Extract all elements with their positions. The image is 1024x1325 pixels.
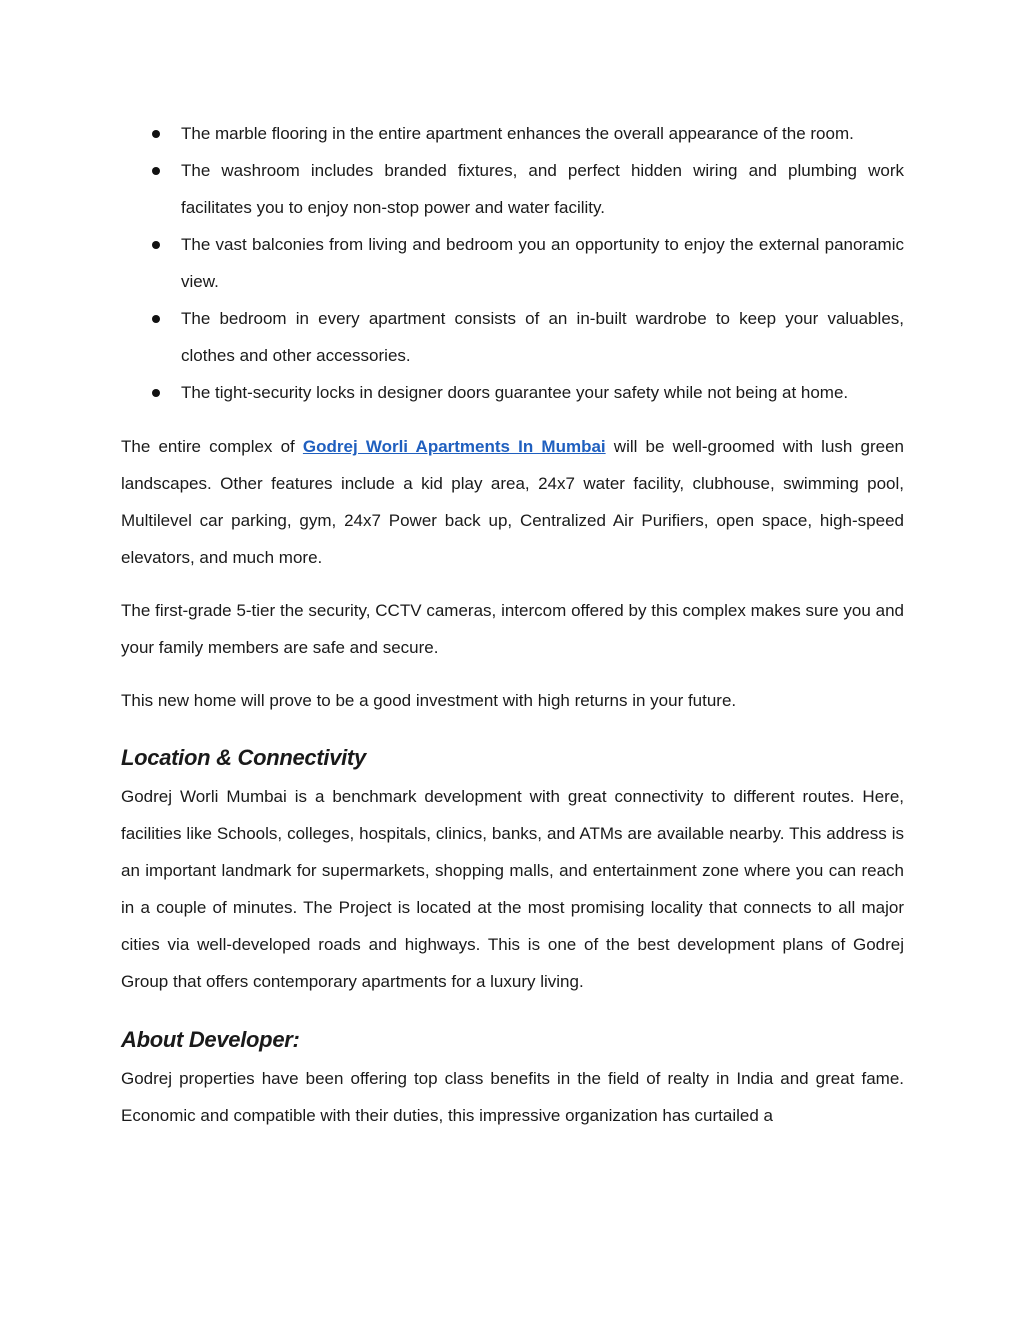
security-paragraph: The first-grade 5-tier the security, CCTV cameras, intercom offered by this complex makes sure you and your family members are safe and secure. (121, 601, 904, 657)
bullet-item-wardrobe (121, 300, 904, 374)
bullet-dot-icon (152, 130, 160, 138)
complex-paragraph (121, 428, 904, 576)
godrej-worli-link[interactable]: Godrej Worli Apartments In Mumbai (302, 437, 606, 456)
complex-paragraph-lead: The entire complex of (121, 437, 303, 456)
bullet-item-washroom (121, 152, 904, 226)
bullet-text: The marble flooring in the entire apartment enhances the overall appearance of the room. (181, 124, 854, 143)
bullet-text: The bedroom in every apartment consists of an in-built wardrobe to keep your valuables, clothes and other accessories. (181, 309, 904, 365)
location-paragraph: Godrej Worli Mumbai is a benchmark development with great connectivity to different routes. Here, facilities like Schools, colleges, hospitals, clinics, banks, and ATMs are available nearby. This address is an important landmark for supermarkets, shopping malls, and entertainment zone where you can reach in a couple of minutes. The Project is located at the most promising locality that connects to all major cities via well-developed roads and highways. This is one of the best development plans of Godrej Group that offers contemporary apartments for a luxury living. (121, 787, 904, 991)
bullet-item-marble-flooring (121, 115, 904, 152)
location-heading: Location & Connectivity (121, 745, 366, 770)
bullet-text: The tight-security locks in designer doors guarantee your safety while not being at home. (181, 383, 849, 402)
investment-paragraph: This new home will prove to be a good investment with high returns in your future. (121, 691, 737, 710)
bullet-dot-icon (152, 389, 160, 397)
bullet-dot-icon (152, 315, 160, 323)
developer-paragraph: Godrej properties have been offering top class benefits in the field of realty in India and great fame. Economic and compatible with their duties, this impressive organization has curtailed a (121, 1069, 904, 1125)
bullet-text: The washroom includes branded fixtures, and perfect hidden wiring and plumbing work facilitates you to enjoy non-stop power and water facility. (181, 161, 904, 217)
bullet-dot-icon (152, 167, 160, 175)
bullet-item-balconies (121, 226, 904, 300)
complex-paragraph-rest: will be well-groomed with lush green landscapes. Other features include a kid play area, 24x7 water facility, clubhouse, swimming pool, Multilevel car parking, gym, 24x7 Power back up, Centralized Air Purifiers, open space, high-speed elevators, and much more. (121, 437, 904, 567)
document-content (121, 115, 904, 1134)
bullet-text: The vast balconies from living and bedroom you an opportunity to enjoy the external panoramic view. (181, 235, 904, 291)
bullet-item-security-locks (121, 374, 904, 411)
feature-bullet-list (121, 115, 904, 411)
bullet-dot-icon (152, 241, 160, 249)
developer-heading: About Developer: (121, 1027, 300, 1052)
